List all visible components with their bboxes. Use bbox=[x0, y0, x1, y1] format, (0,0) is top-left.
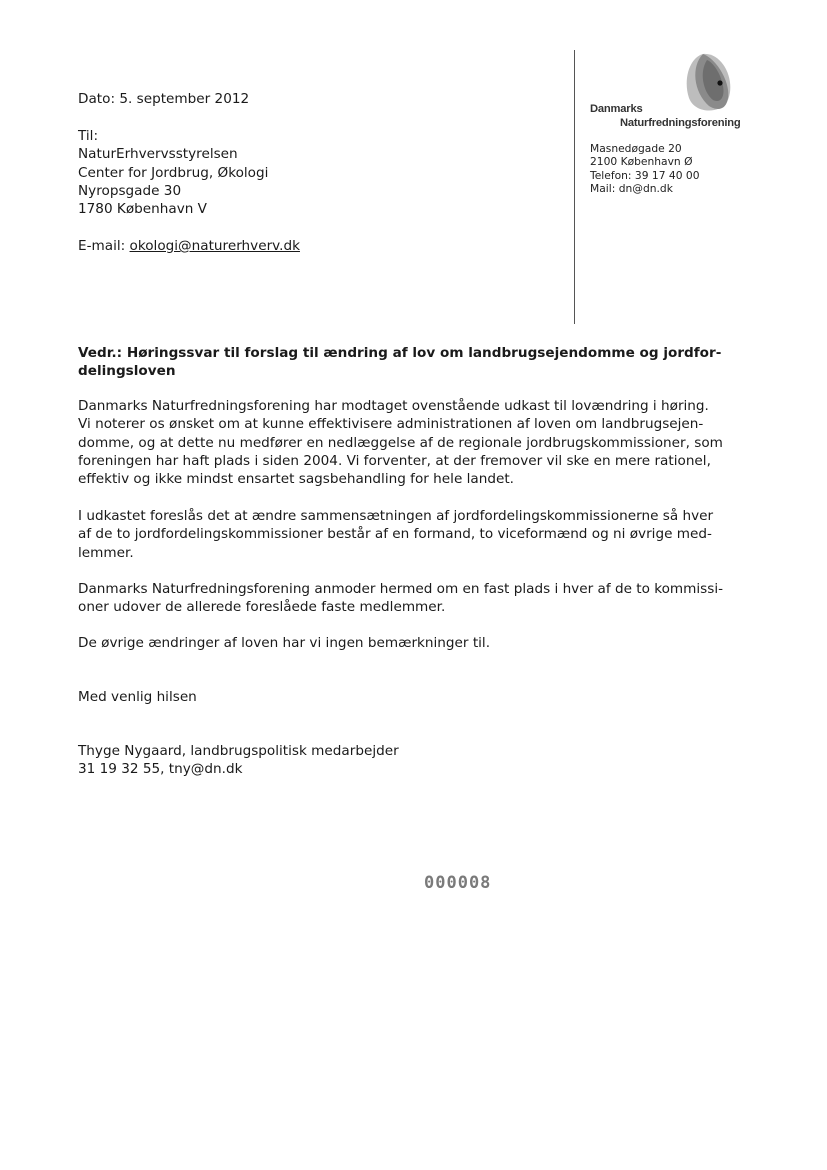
body-paragraph-2 bbox=[78, 507, 713, 562]
page-stamp: 000008 bbox=[424, 873, 492, 893]
body-line: Vi noterer os ønsket om at kunne effektivisere administrationen af loven om landbrugsejen- bbox=[78, 416, 704, 433]
subject-line: Vedr.: Høringssvar til forslag til ændring af lov om landbrugsejendomme og jordfor- bbox=[78, 345, 722, 361]
dn-logo bbox=[588, 52, 748, 140]
body-paragraph-3 bbox=[78, 580, 723, 617]
header-divider bbox=[574, 50, 575, 324]
body-line: effektiv og ikke mindst ensartet sagsbehandling for hele landet. bbox=[78, 471, 514, 488]
subject-heading bbox=[78, 344, 750, 381]
contact-line: 2100 København Ø bbox=[590, 155, 693, 169]
recipient-line: Center for Jordbrug, Økologi bbox=[78, 164, 269, 181]
contact-line: Mail: dn@dn.dk bbox=[590, 181, 673, 195]
recipient-line: 1780 København V bbox=[78, 201, 207, 218]
body-paragraph-4 bbox=[78, 634, 490, 652]
contact-line: Telefon: 39 17 40 00 bbox=[590, 168, 700, 182]
sender-contact bbox=[590, 142, 700, 195]
body-line: domme, og at dette nu medfører en nedlæggelse af de regionale jordbrugskommissioner, som bbox=[78, 434, 723, 451]
dn-logo-mark-icon bbox=[683, 52, 735, 114]
body-line: foreningen har haft plads i siden 2004. Vi forventer, at der fremover vil ske en mere rationel, bbox=[78, 452, 711, 469]
closing: Med venlig hilsen bbox=[78, 689, 197, 705]
signature-line: Thyge Nygaard, landbrugspolitisk medarbejder bbox=[78, 743, 399, 759]
body-line: De øvrige ændringer af loven har vi ingen bemærkninger til. bbox=[78, 635, 491, 651]
body-line: I udkastet foreslås det at ændre sammensætningen af jordfordelingskommissionerne så hver bbox=[78, 508, 714, 524]
body-line: lemmer. bbox=[78, 544, 134, 561]
body-line: Danmarks Naturfredningsforening anmoder hermed om en fast plads i hver af de to kommissi- bbox=[78, 581, 724, 597]
logo-text-line2: Naturfredningsforening bbox=[620, 117, 741, 129]
email-label: E-mail: bbox=[78, 238, 130, 254]
recipient-address bbox=[78, 127, 268, 218]
recipient-line: NaturErhvervsstyrelsen bbox=[78, 146, 238, 163]
recipient-email bbox=[78, 237, 300, 255]
body-line: oner udover de allerede foreslåede faste medlemmer. bbox=[78, 599, 446, 616]
recipient-line: Nyropsgade 30 bbox=[78, 182, 182, 199]
signature-line: 31 19 32 55, tny@dn.dk bbox=[78, 761, 243, 778]
logo-text-line1: Danmarks bbox=[590, 103, 643, 115]
body-line: af de to jordfordelingskommissioner består af en formand, to viceformænd og ni øvrige med- bbox=[78, 526, 712, 543]
email-link[interactable]: okologi@naturerhverv.dk bbox=[129, 238, 300, 254]
body-line: Danmarks Naturfredningsforening har modtaget ovenstående udkast til lovændring i høring. bbox=[78, 398, 709, 414]
signature bbox=[78, 742, 399, 779]
body-paragraph-1 bbox=[78, 397, 723, 488]
contact-line: Masnedøgade 20 bbox=[590, 142, 682, 155]
letter-date: Dato: 5. september 2012 bbox=[78, 91, 250, 107]
recipient-label: Til: bbox=[78, 128, 99, 144]
subject-line: delingsloven bbox=[78, 363, 176, 380]
